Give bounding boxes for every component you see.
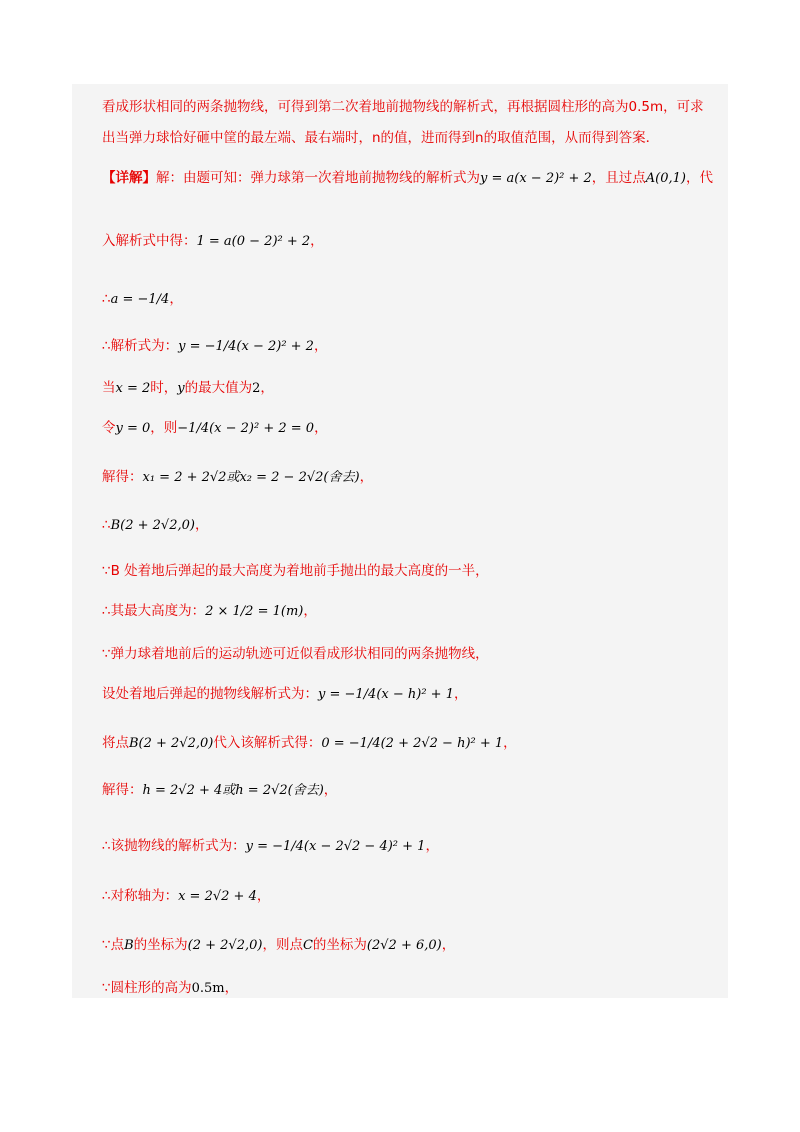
line-20-math: 0.5m <box>191 981 225 996</box>
line-5-text: ∴ <box>102 291 111 307</box>
line-19-math3: C <box>302 938 313 953</box>
line-18-tail: ， <box>256 888 271 904</box>
text-line-1 <box>102 97 704 117</box>
line-19-math: B <box>124 938 134 953</box>
text-line-16 <box>102 780 337 801</box>
line-11-text: ∵B 处着地后弹起的最大高度为着地前手抛出的最大高度的一半， <box>102 563 489 579</box>
text-line-15 <box>102 733 517 754</box>
text-line-17 <box>102 836 439 857</box>
text-line-20 <box>102 978 238 999</box>
text-line-13 <box>102 644 489 664</box>
line-10-text: ∴ <box>102 517 111 533</box>
line-19-tail2: ，则点 <box>262 937 303 953</box>
text-line-18 <box>102 886 270 907</box>
line-7-tail3: ， <box>260 380 274 396</box>
line-15-math: B(2 + 2√2,0) <box>129 736 214 751</box>
line-16-text: 解得： <box>102 782 143 798</box>
line-7-math2: y <box>177 381 185 396</box>
line-13-text: ∵弹力球着地前后的运动轨迹可近似看成形状相同的两条抛物线， <box>102 646 489 662</box>
line-8-math2: −1/4(x − 2)² + 2 = 0 <box>177 421 315 436</box>
line-8-tail2: ， <box>314 420 328 436</box>
line-3-math: y = a(x − 2)² + 2 <box>480 171 592 186</box>
line-14-math: y = −1/4(x − h)² + 1 <box>318 687 454 702</box>
line-16-tail: ， <box>323 782 338 798</box>
text-line-11 <box>102 561 489 581</box>
text-line-3 <box>102 168 713 189</box>
line-15-tail2: ， <box>503 735 517 751</box>
line-7-tail: 时， <box>150 380 178 396</box>
content-panel <box>72 84 728 998</box>
text-line-6 <box>102 336 327 357</box>
text-line-8 <box>102 418 328 439</box>
line-16-math: h = 2√2 + 4或h = 2√2(舍去) <box>142 783 324 798</box>
line-18-math: x = 2√2 + 4 <box>178 889 257 904</box>
line-10-math: B(2 + 2√2,0) <box>110 518 195 533</box>
line-7-math3: 2 <box>252 381 261 396</box>
line-7-text: 当 <box>102 380 116 396</box>
line-17-math: y = −1/4(x − 2√2 − 4)² + 1 <box>245 839 426 854</box>
line-19-math2: (2 + 2√2,0) <box>187 938 263 953</box>
line-8-tail: ，则 <box>150 420 178 436</box>
line-19-math4: (2√2 + 6,0) <box>366 938 442 953</box>
line-8-text: 令 <box>102 420 116 436</box>
line-2-text: 出当弹力球恰好砸中筐的最左端、最右端时，n的值，进而得到n的取值范围，从而得到答案． <box>102 130 660 146</box>
line-7-math: x = 2 <box>115 381 151 396</box>
text-line-7 <box>102 378 274 399</box>
line-14-tail: ， <box>453 686 468 702</box>
line-20-tail: ， <box>224 980 239 996</box>
line-4-tail: ， <box>310 233 324 249</box>
line-14-text: 设处着地后弹起的抛物线解析式为： <box>102 686 318 702</box>
line-9-math: x₁ = 2 + 2√2或x₂ = 2 − 2√2(舍去) <box>142 470 360 485</box>
line-5-math: a = −1/4 <box>110 292 170 307</box>
text-line-14 <box>102 684 467 705</box>
line-20-text: ∵圆柱形的高为 <box>102 980 192 996</box>
line-18-text: ∴对称轴为： <box>102 888 179 904</box>
text-line-19 <box>102 935 455 956</box>
line-10-tail: ， <box>194 517 209 533</box>
line-17-text: ∴该抛物线的解析式为： <box>102 838 246 854</box>
text-line-4 <box>102 231 324 252</box>
line-1-text: 看成形状相同的两条抛物线，可得到第二次着地前抛物线的解析式，再根据圆柱形的高为0.5m，可求 <box>102 99 704 115</box>
line-12-math: 2 × 1/2 = 1(m) <box>205 604 304 619</box>
line-4-text: 入解析式中得： <box>102 233 197 249</box>
line-19-tail3: 的坐标为 <box>312 937 367 953</box>
line-6-math: y = −1/4(x − 2)² + 2 <box>178 339 314 354</box>
line-3-text: 解：由题可知：弹力球第一次着地前抛物线的解析式为 <box>156 170 480 186</box>
line-9-tail: ， <box>359 469 374 485</box>
line-15-tail: 代入该解析式得： <box>213 735 322 751</box>
line-3-tail: ，且过点 <box>591 170 646 186</box>
line-5-tail: ， <box>169 291 183 307</box>
line-12-text: ∴其最大高度为： <box>102 603 206 619</box>
line-6-tail: ， <box>313 338 328 354</box>
text-line-10 <box>102 515 208 536</box>
line-17-tail: ， <box>425 838 439 854</box>
line-19-tail4: ， <box>441 937 456 953</box>
line-3-tail2: ，代 <box>686 170 714 186</box>
text-line-12 <box>102 601 317 622</box>
line-6-text: ∴解析式为： <box>102 338 179 354</box>
text-line-9 <box>102 467 373 488</box>
line-15-text: 将点 <box>102 735 129 751</box>
line-9-text: 解得： <box>102 469 143 485</box>
line-8-math: y = 0 <box>115 421 151 436</box>
line-15-math2: 0 = −1/4(2 + 2√2 − h)² + 1 <box>321 736 504 751</box>
line-3-math2: A(0,1) <box>645 171 687 186</box>
line-7-tail2: 的最大值为 <box>184 380 253 396</box>
line-19-tail: 的坐标为 <box>133 937 188 953</box>
line-4-math: 1 = a(0 − 2)² + 2 <box>196 234 311 249</box>
detail-label: 【详解】 <box>102 170 156 186</box>
line-19-text: ∵点 <box>102 937 125 953</box>
text-line-5 <box>102 289 183 310</box>
text-line-2 <box>102 128 659 148</box>
line-12-tail: ， <box>303 603 317 619</box>
